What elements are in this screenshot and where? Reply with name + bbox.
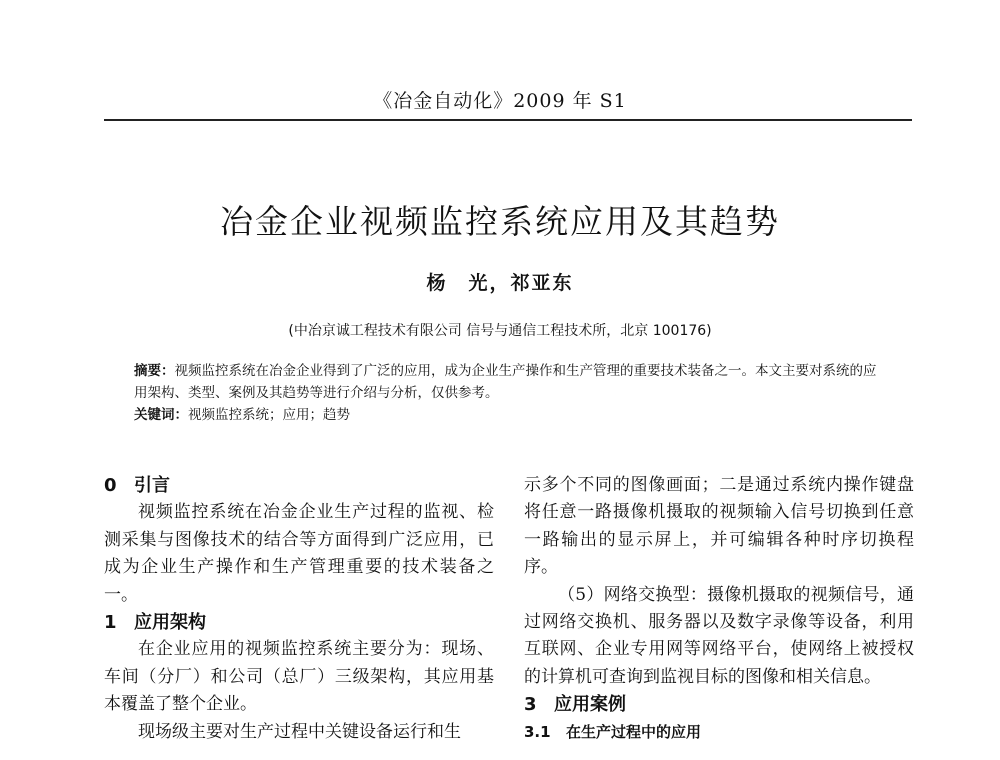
paragraph: 视频监控系统在冶金企业生产过程的监视、检测采集与图像技术的结合等方面得到广泛应用，已成为企业生产操作和生产管理重要的技术装备之一。 <box>104 502 494 605</box>
right-column <box>524 472 914 746</box>
subsection-title: 在生产过程中的应用 <box>566 722 702 741</box>
subsection-heading-3-1 <box>524 719 914 746</box>
keywords-text: 视频监控系统；应用；趋势 <box>188 407 350 423</box>
abstract-block <box>134 360 884 426</box>
section-heading-3 <box>524 691 914 718</box>
journal-header: 《冶金自动化》2009 年 S1 <box>373 90 627 112</box>
authors: 杨 光，祁亚东 <box>426 272 574 294</box>
paragraph: 示多个不同的图像画面；二是通过系统内操作键盘将任意一路摄像机摄取的视频输入信号切换到任意一路输出的显示屏上，并可编辑各种时序切换程序。 <box>524 475 914 578</box>
subsection-number: 3.1 <box>524 722 551 741</box>
section-title: 应用架构 <box>134 612 206 634</box>
section-heading-0 <box>104 472 494 499</box>
paragraph: 在企业应用的视频监控系统主要分为：现场、车间（分厂）和公司（总厂）三级架构，其应用基本覆盖了整个企业。 <box>104 639 494 715</box>
section-number: 0 <box>104 475 117 496</box>
section-title: 应用案例 <box>554 694 626 716</box>
paragraph: （5）网络交换型：摄像机摄取的视频信号，通过网络交换机、服务器以及数字录像等设备，利用互联网、企业专用网等网络平台，使网络上被授权的计算机可查询到监视目标的图像和相关信息。 <box>524 584 914 687</box>
abstract-text: 视频监控系统在冶金企业得到了广泛的应用，成为企业生产操作和生产管理的重要技术装备之一。本文主要对系统的应用架构、类型、案例及其趋势等进行介绍与分析，仅供参考。 <box>134 363 877 401</box>
affiliation: (中冶京诚工程技术有限公司 信号与通信工程技术所，北京 100176) <box>288 323 712 339</box>
keywords-label: 关键词： <box>134 407 188 423</box>
section-title: 引言 <box>134 475 170 496</box>
abstract <box>134 360 884 404</box>
paragraph: 现场级主要对生产过程中关键设备运行和生 <box>138 721 461 742</box>
section-number: 3 <box>524 694 537 716</box>
left-column <box>104 472 494 746</box>
section-number: 1 <box>104 612 117 634</box>
header-rule <box>104 119 912 121</box>
abstract-label: 摘要： <box>134 363 175 379</box>
keywords <box>134 404 884 426</box>
paper-title: 冶金企业视频监控系统应用及其趋势 <box>220 202 780 241</box>
section-heading-1 <box>104 609 494 636</box>
